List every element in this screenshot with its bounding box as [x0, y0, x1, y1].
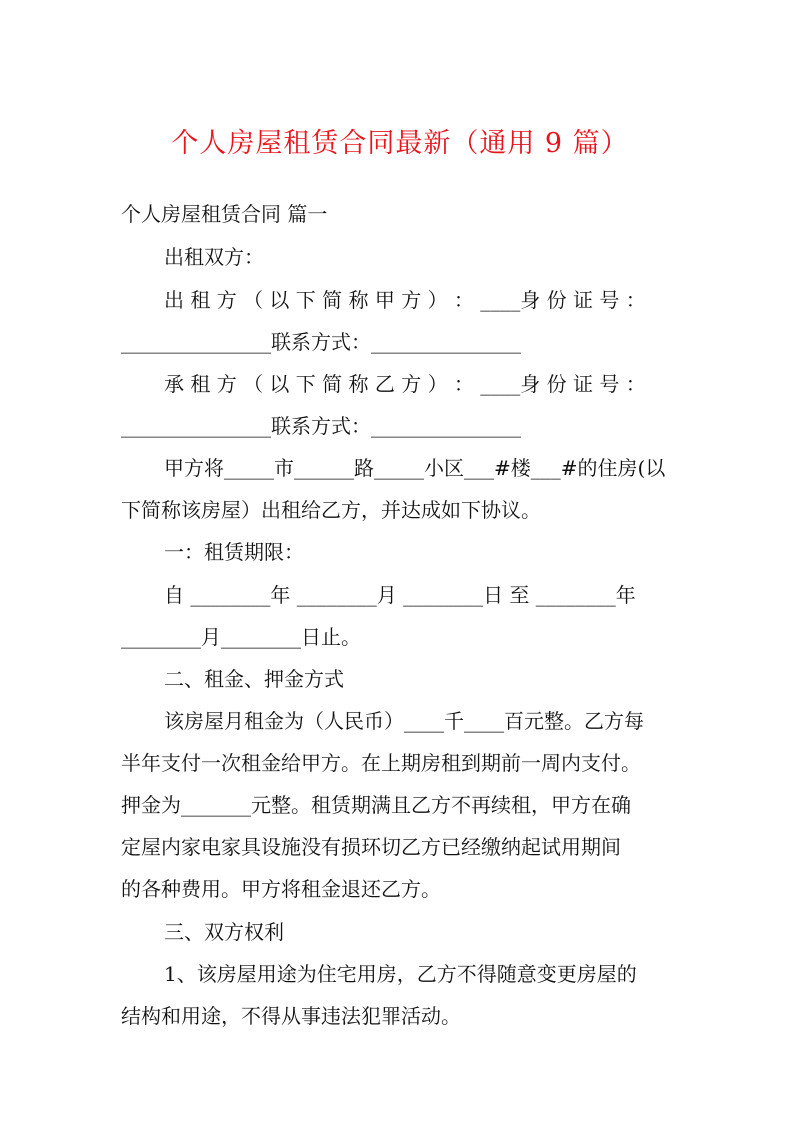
paragraph-line: 二、租金、押金方式: [164, 667, 344, 691]
paragraph-line: _______________联系方式：_______________: [121, 414, 521, 438]
paragraph-line: 出 租 方 （ 以 下 简 称 甲 方 ） ： ____身 份 证 号 ：: [164, 288, 646, 312]
paragraph-line: 自 ________年 ________月 ________日 至 ________年: [164, 583, 636, 607]
paragraph-line: 定屋内家电家具设施没有损环切乙方已经缴纳起试用期间: [121, 835, 621, 859]
paragraph-line: 下简称该房屋）出租给乙方，并达成如下协议。: [121, 498, 541, 522]
paragraph-line: ________月________日止。: [121, 625, 361, 649]
section-heading: 个人房屋租赁合同 篇一: [121, 202, 328, 226]
paragraph-line: 1、该房屋用途为住宅用房，乙方不得随意变更房屋的: [164, 962, 637, 986]
paragraph-line: 三、双方权利: [164, 920, 284, 944]
paragraph-line: 甲方将_____市______路_____小区___#楼___#的住房(以: [164, 456, 666, 480]
paragraph-line: 的各种费用。甲方将租金退还乙方。: [121, 877, 441, 901]
document-title: 个人房屋租赁合同最新（通用 9 篇）: [171, 128, 629, 159]
paragraph-line: _______________联系方式：_______________: [121, 330, 521, 354]
paragraph-line: 结构和用途，不得从事违法犯罪活动。: [121, 1004, 461, 1028]
paragraph-line: 承 租 方 （ 以 下 简 称 乙 方 ） ： ____身 份 证 号 ：: [164, 372, 646, 396]
paragraph-line: 一：租赁期限：: [164, 540, 304, 564]
paragraph-line: 出租双方：: [164, 245, 264, 269]
paragraph-line: 半年支付一次租金给甲方。在上期房租到期前一周内支付。: [121, 751, 641, 775]
paragraph-line: 该房屋月租金为（人民币）____千____百元整。乙方每: [164, 709, 644, 733]
paragraph-line: 押金为_______元整。租赁期满且乙方不再续租，甲方在确: [121, 793, 631, 817]
